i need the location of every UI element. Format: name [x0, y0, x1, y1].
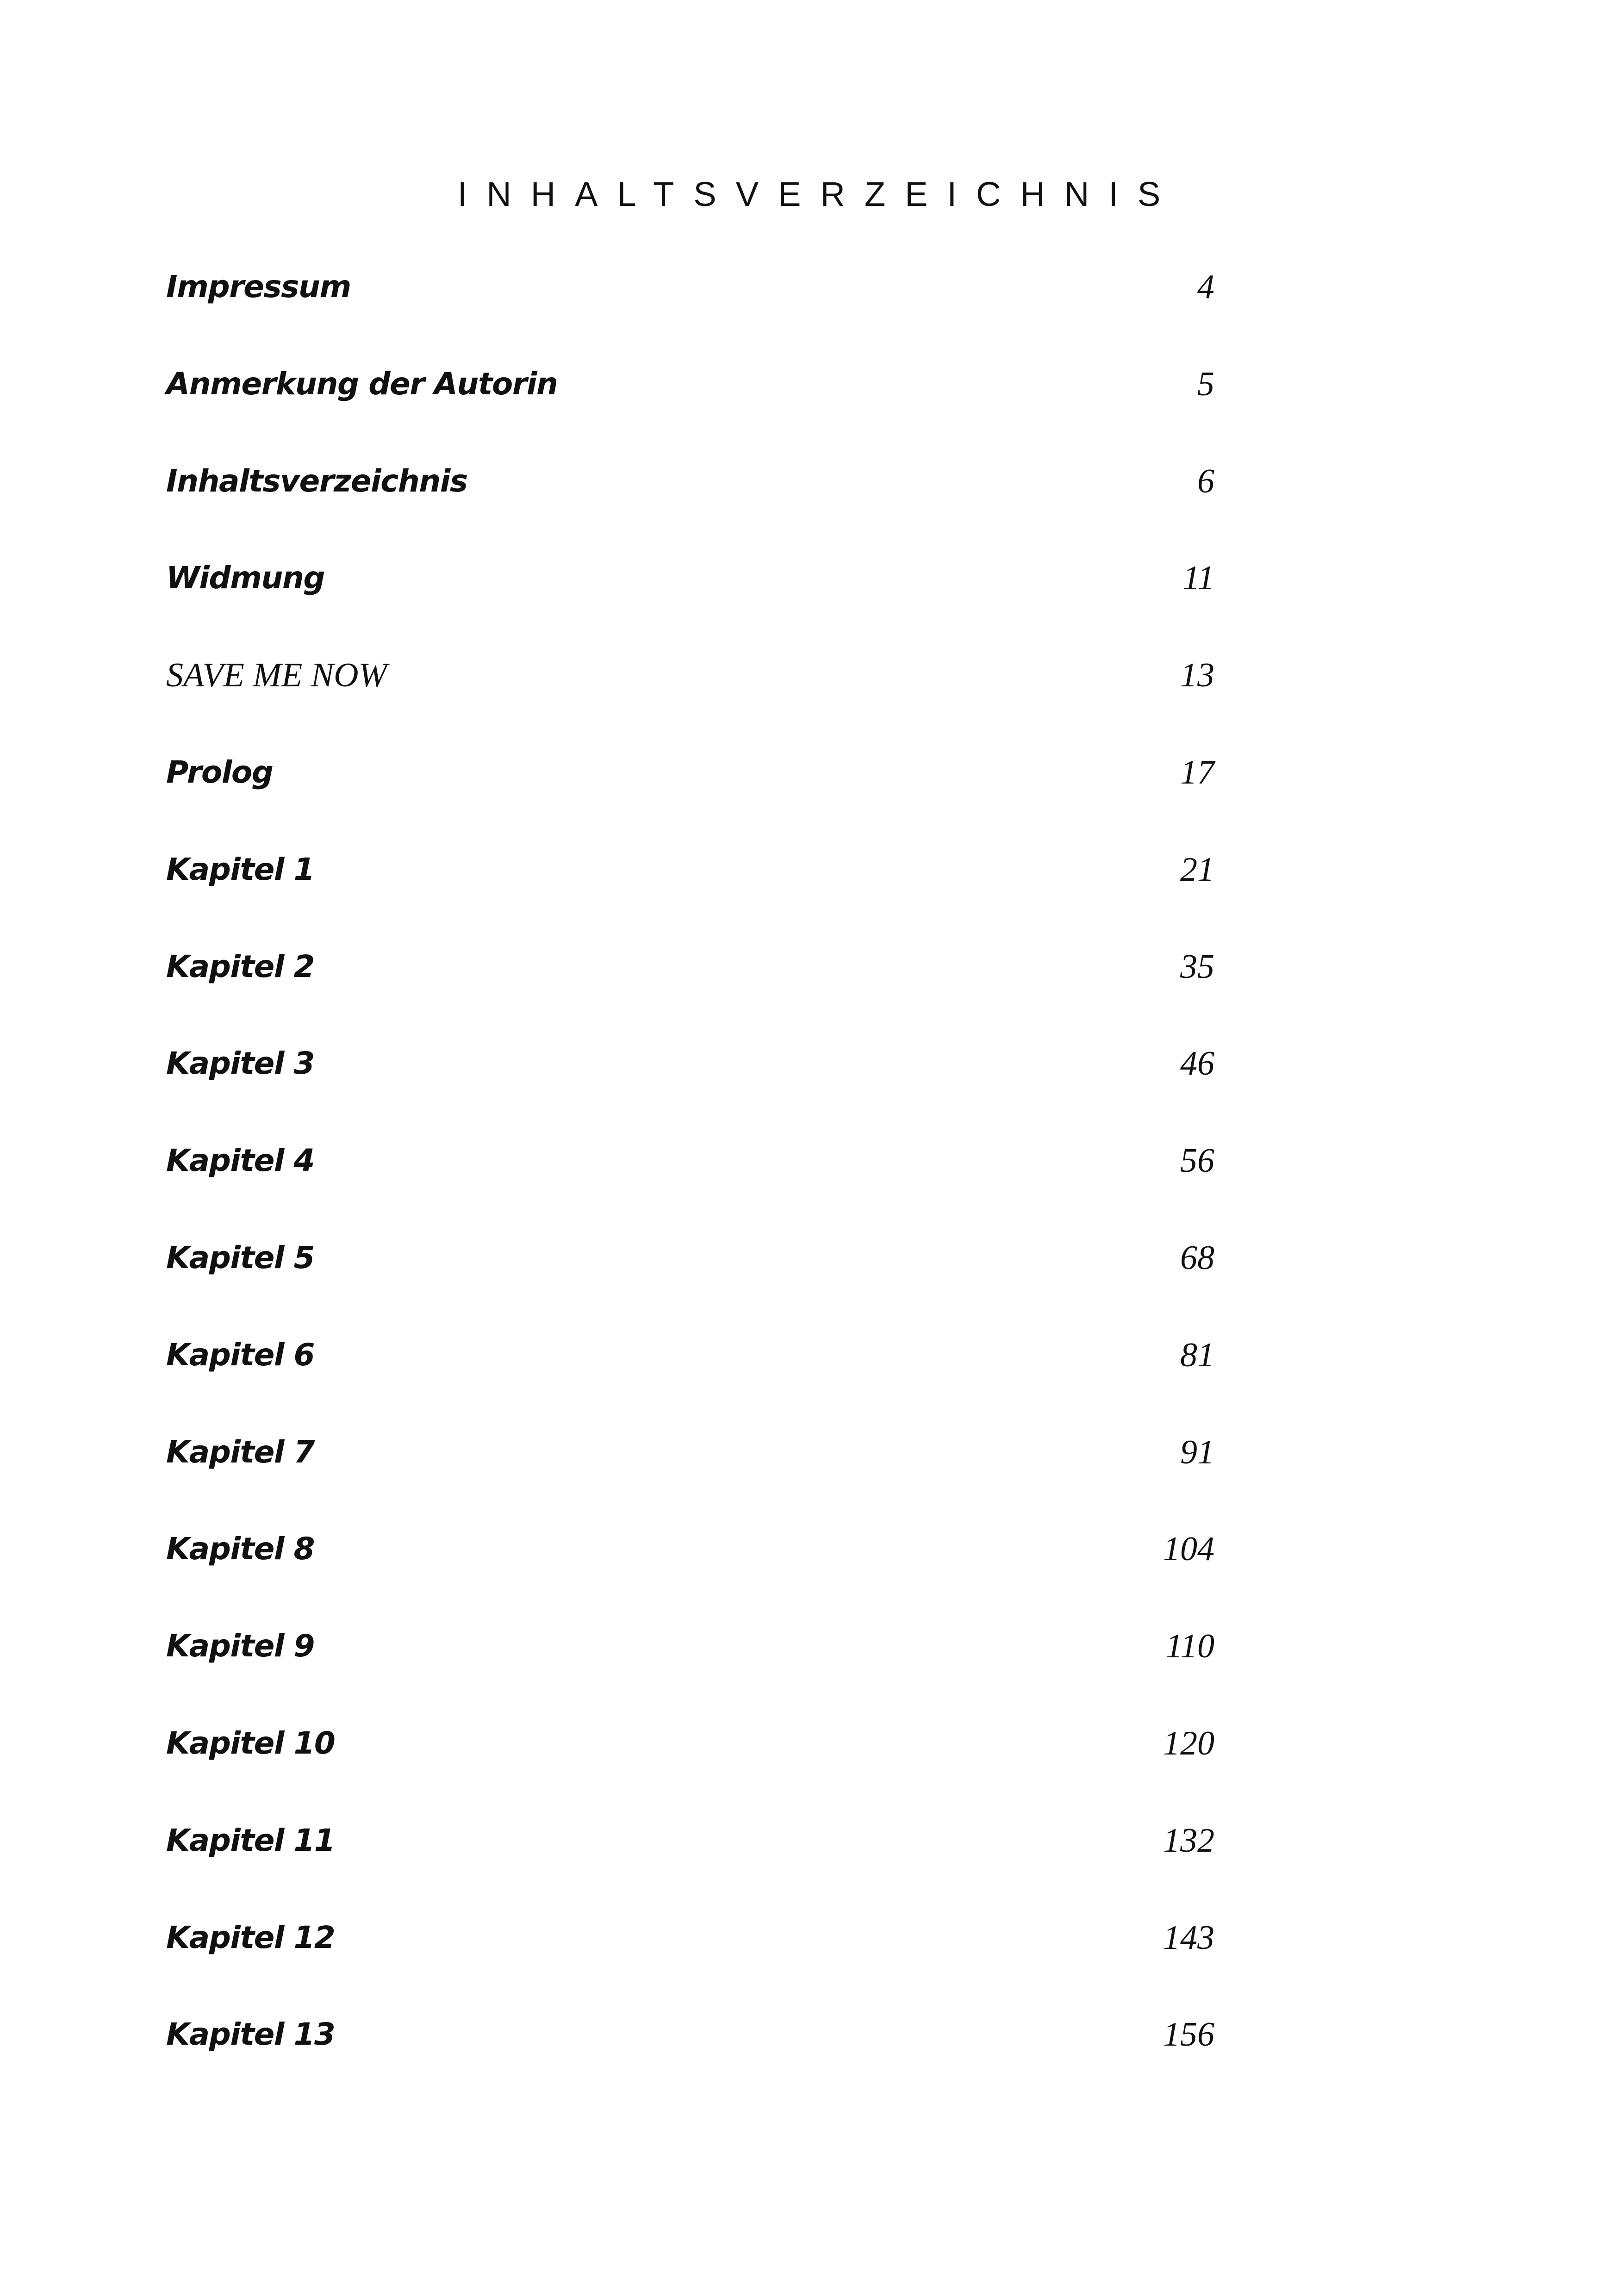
- toc-entry-page-number: 156: [1163, 2016, 1214, 2054]
- toc-entry-prolog[interactable]: [166, 745, 1214, 842]
- table-of-contents: [166, 259, 1214, 2104]
- toc-entry-kapitel-10[interactable]: [166, 1716, 1214, 1813]
- toc-entry-kapitel-13[interactable]: [166, 2007, 1214, 2104]
- toc-entry-page-number: 4: [1197, 268, 1214, 306]
- toc-entry-label: Kapitel 2: [166, 948, 314, 984]
- toc-entry-page-number: 35: [1180, 947, 1214, 986]
- toc-entry-kapitel-9[interactable]: [166, 1618, 1214, 1716]
- toc-entry-page-number: 104: [1163, 1530, 1214, 1568]
- toc-entry-label: Kapitel 7: [166, 1434, 314, 1470]
- toc-entry-page-number: 120: [1163, 1724, 1214, 1762]
- toc-entry-label: Kapitel 1: [166, 851, 314, 887]
- toc-entry-label: Inhaltsverzeichnis: [166, 463, 467, 499]
- toc-entry-label: Kapitel 4: [166, 1143, 314, 1179]
- toc-entry-page-number: 46: [1180, 1045, 1214, 1083]
- toc-entry-kapitel-6[interactable]: [166, 1327, 1214, 1425]
- toc-entry-page-number: 5: [1197, 365, 1214, 403]
- toc-entry-kapitel-2[interactable]: [166, 939, 1214, 1036]
- toc-entry-label: Kapitel 5: [166, 1239, 314, 1276]
- toc-entry-anmerkung-der-autorin[interactable]: [166, 356, 1214, 454]
- toc-entry-page-number: 6: [1197, 462, 1214, 500]
- toc-entry-page-number: 81: [1180, 1336, 1214, 1374]
- toc-entry-kapitel-3[interactable]: [166, 1036, 1214, 1133]
- toc-entry-kapitel-5[interactable]: [166, 1230, 1214, 1327]
- toc-entry-label: Impressum: [166, 269, 351, 305]
- toc-entry-label: Kapitel 12: [166, 1919, 335, 1955]
- toc-entry-widmung[interactable]: [166, 550, 1214, 647]
- toc-entry-kapitel-8[interactable]: [166, 1521, 1214, 1618]
- toc-entry-label: Anmerkung der Autorin: [166, 366, 558, 402]
- toc-entry-kapitel-12[interactable]: [166, 1910, 1214, 2007]
- toc-entry-page-number: 91: [1180, 1433, 1214, 1471]
- toc-entry-page-number: 143: [1163, 1918, 1214, 1957]
- toc-entry-label: Prolog: [166, 754, 273, 790]
- toc-entry-page-number: 17: [1180, 753, 1214, 791]
- toc-entry-label: Kapitel 8: [166, 1531, 314, 1567]
- page-title: INHALTSVERZEICHNIS: [457, 175, 1180, 213]
- toc-entry-kapitel-1[interactable]: [166, 842, 1214, 939]
- toc-entry-kapitel-4[interactable]: [166, 1133, 1214, 1230]
- toc-entry-kapitel-7[interactable]: [166, 1425, 1214, 1522]
- toc-entry-page-number: 21: [1180, 850, 1214, 889]
- toc-entry-label: SAVE ME NOW: [166, 656, 387, 695]
- toc-entry-page-number: 13: [1180, 656, 1214, 695]
- toc-entry-label: Widmung: [166, 560, 325, 596]
- toc-entry-page-number: 56: [1180, 1142, 1214, 1180]
- toc-entry-impressum[interactable]: [166, 259, 1214, 356]
- toc-entry-label: Kapitel 6: [166, 1337, 314, 1373]
- toc-entry-inhaltsverzeichnis[interactable]: [166, 454, 1214, 551]
- toc-entry-label: Kapitel 10: [166, 1725, 335, 1761]
- toc-entry-book-title[interactable]: [166, 647, 1214, 745]
- toc-entry-page-number: 110: [1165, 1627, 1214, 1666]
- toc-entry-label: Kapitel 3: [166, 1045, 314, 1082]
- toc-entry-label: Kapitel 11: [166, 1822, 335, 1858]
- toc-entry-kapitel-11[interactable]: [166, 1813, 1214, 1910]
- toc-entry-label: Kapitel 9: [166, 1628, 314, 1664]
- toc-entry-page-number: 11: [1182, 559, 1214, 597]
- toc-entry-page-number: 132: [1163, 1821, 1214, 1860]
- toc-entry-label: Kapitel 13: [166, 2016, 335, 2053]
- toc-entry-page-number: 68: [1180, 1238, 1214, 1277]
